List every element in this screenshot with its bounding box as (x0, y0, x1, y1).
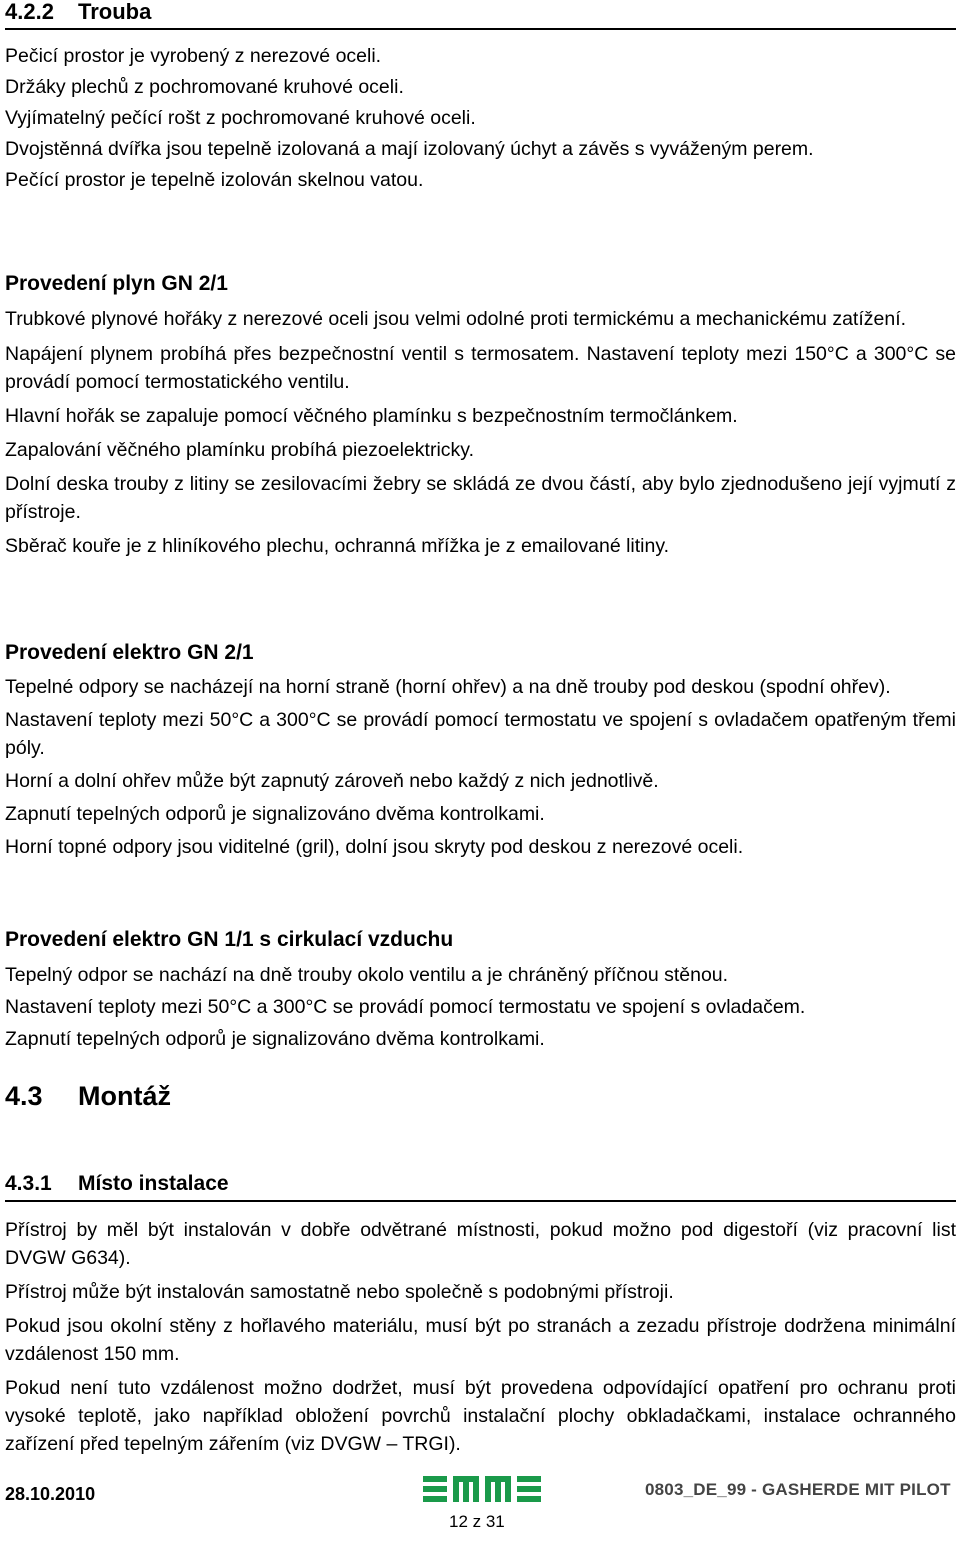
paragraph: Pečící prostor je tepelně izolován skelnou vatou. (5, 169, 424, 191)
paragraph: Vyjímatelný pečící rošt z pochromované kruhové oceli. (5, 107, 476, 129)
section-title: Trouba (78, 0, 152, 24)
gas-description (5, 305, 956, 560)
page-footer (5, 1476, 956, 1546)
paragraph: Dvojstěnná dvířka jsou tepelně izolovaná a mají izolovaný úchyt a závěs s vyváženým perem. (5, 138, 814, 160)
paragraph: Pečicí prostor je vyrobený z nerezové oceli. (5, 45, 382, 67)
paragraph: Napájení plynem probíhá přes bezpečnostní ventil s termosatem. Nastavení teploty mezi 150°C a 300°C se provádí pomocí termostatického ventilu. (5, 343, 956, 393)
paragraph: Pokud není tuto vzdálenost možno dodržet, musí být provedena odpovídající opatření pro ochranu proti vysoké teplotě, jako například obložení povrchů instalační plochy obkladačkami, instalace ochranného zařízení před tepelným zářením (viz DVGW – TRGI). (5, 1377, 956, 1455)
section-heading-4-3 (5, 1080, 171, 1112)
paragraph: Dolní deska trouby z litiny se zesilovacími žebry se skládá ze dvou částí, aby bylo zjednodušeno její vyjmutí z přístroje. (5, 473, 956, 523)
paragraph: Zapalování věčného plamínku probíhá piezoelektricky. (5, 439, 474, 461)
paragraph: Horní a dolní ohřev může být zapnutý zároveň nebo každý z nich jednotlivě. (5, 770, 659, 792)
paragraph: Držáky plechů z pochromované kruhové oceli. (5, 76, 404, 98)
paragraph: Nastavení teploty mezi 50°C a 300°C se provádí pomocí termostatu ve spojení s ovladačem. (5, 996, 806, 1018)
electric-gn21-description (5, 673, 956, 861)
paragraph: Horní topné odpory jsou viditelné (gril), dolní jsou skryty pod deskou z nerezové oceli. (5, 836, 744, 858)
section-number: 4.3.1 (5, 1172, 52, 1195)
subheading-electric-gn11: Provedení elektro GN 1/1 s cirkulací vzduchu (5, 928, 454, 951)
footer-date: 28.10.2010 (5, 1484, 96, 1504)
paragraph: Přístroj by měl být instalován v dobře odvětrané místnosti, pokud možno pod digestoří (viz pracovní list DVGW G634). (5, 1219, 956, 1269)
section-heading-4-3-1 (5, 1170, 956, 1202)
section-title: Montáž (78, 1081, 171, 1111)
paragraph: Trubkové plynové hořáky z nerezové oceli jsou velmi odolné proti termickému a mechanickému zatížení. (5, 308, 907, 330)
emme-logo-icon (423, 1476, 541, 1502)
footer-document-code: 0803_DE_99 - GASHERDE MIT PILOT (645, 1480, 951, 1499)
electric-gn11-description (5, 961, 956, 1053)
paragraph: Hlavní hořák se zapaluje pomocí věčného plamínku s bezpečnostním termočlánkem. (5, 405, 738, 427)
subheading-gas: Provedení plyn GN 2/1 (5, 272, 228, 295)
oven-description (5, 42, 956, 194)
section-heading-4-2-2 (5, 0, 956, 30)
emme-logo (423, 1476, 541, 1507)
footer-page-number: 12 z 31 (449, 1512, 505, 1531)
paragraph: Pokud jsou okolní stěny z hořlavého materiálu, musí být po stranách a zezadu přístroje dodržena minimální vzdálenost 150 mm. (5, 1315, 956, 1365)
paragraph: Tepelný odpor se nachází na dně trouby okolo ventilu a je chráněný příčnou stěnou. (5, 964, 729, 986)
paragraph: Nastavení teploty mezi 50°C a 300°C se provádí pomocí termostatu ve spojení s ovladačem opatřeným třemi póly. (5, 709, 956, 759)
section-number: 4.2.2 (5, 0, 54, 24)
paragraph: Přístroj může být instalován samostatně nebo společně s podobnými přístroji. (5, 1281, 674, 1303)
paragraph: Zapnutí tepelných odporů je signalizováno dvěma kontrolkami. (5, 803, 545, 825)
section-title: Místo instalace (78, 1172, 229, 1195)
paragraph: Tepelné odpory se nacházejí na horní straně (horní ohřev) a na dně trouby pod deskou (spodní ohřev). (5, 676, 891, 698)
subheading-electric-gn21: Provedení elektro GN 2/1 (5, 641, 254, 664)
paragraph: Zapnutí tepelných odporů je signalizováno dvěma kontrolkami. (5, 1028, 545, 1050)
section-number: 4.3 (5, 1081, 43, 1111)
paragraph: Sběrač kouře je z hliníkového plechu, ochranná mřížka je z emailované litiny. (5, 535, 670, 557)
installation-description (5, 1216, 956, 1458)
